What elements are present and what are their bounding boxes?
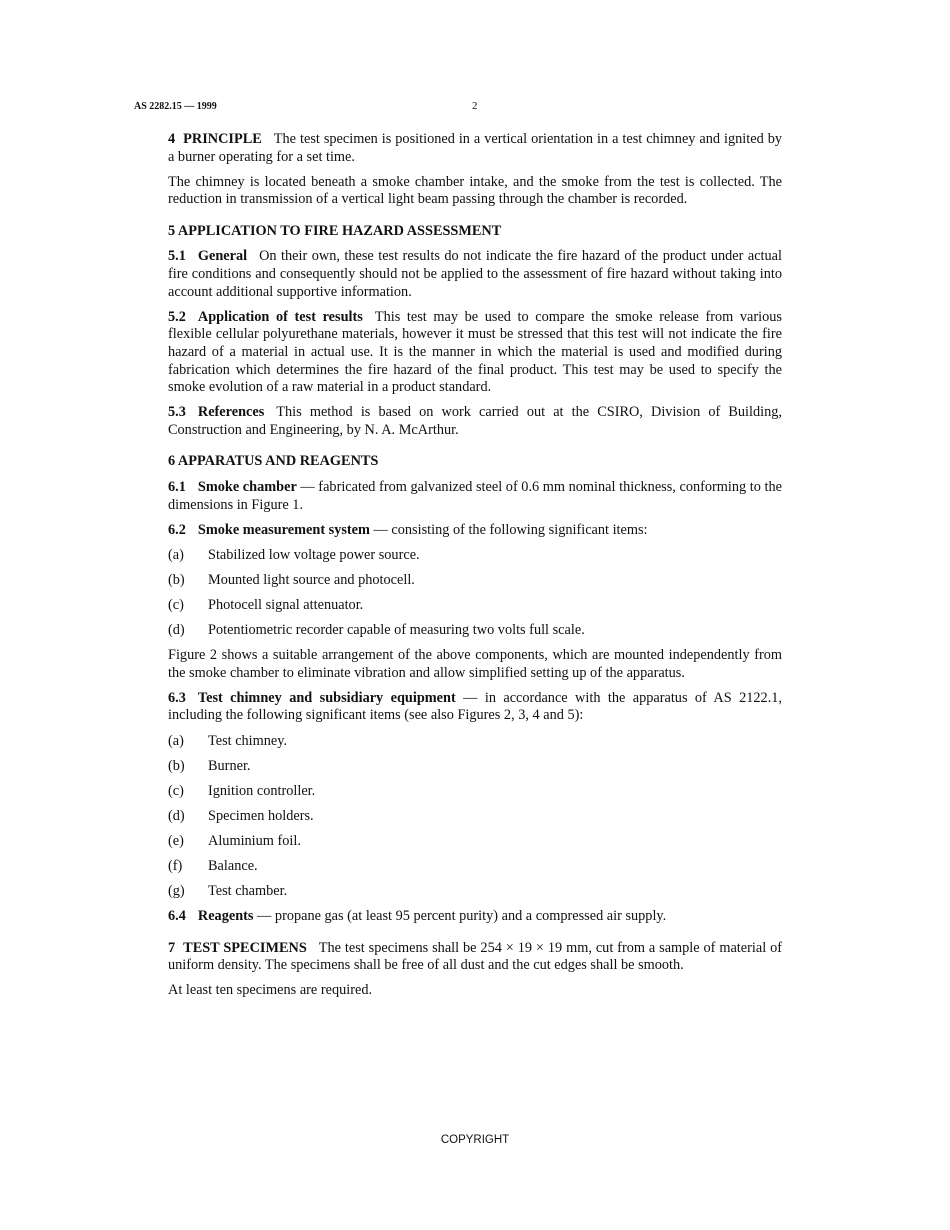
list-item-text: Test chimney. xyxy=(208,732,288,749)
section-5-heading: 5 APPLICATION TO FIRE HAZARD ASSESSMENT xyxy=(168,222,502,239)
clause-6-2-note: Figure 2 shows a suitable arrangement of the above components, which are mounted independently from the smoke chamber to eliminate vibration and allow simplified setting up of the apparatus. xyxy=(168,647,782,681)
list-item-label: (e) xyxy=(168,832,184,849)
clause-6-4-text: — propane gas (at least 95 percent purity) and a compressed air supply. xyxy=(257,908,667,925)
clause-6-4 xyxy=(168,908,782,926)
section-7-paragraph-2: At least ten specimens are required. xyxy=(168,982,373,999)
list-item-label: (d) xyxy=(168,807,185,824)
section-4-principle xyxy=(168,131,782,166)
clause-6-4-title: Reagents xyxy=(197,908,254,925)
clause-5-1 xyxy=(168,248,782,301)
clause-6-2-title: Smoke measurement system xyxy=(197,521,370,538)
list-item-label: (b) xyxy=(168,571,185,588)
clause-5-3 xyxy=(168,404,782,439)
list-item-text: Test chamber. xyxy=(208,883,288,900)
list-item-label: (f) xyxy=(168,858,183,874)
clause-6-1-number: 6.1 xyxy=(168,479,186,495)
list-item-text: Stabilized low voltage power source. xyxy=(208,546,420,563)
list-item xyxy=(168,783,782,801)
list-item-label: (d) xyxy=(168,622,185,639)
section-4-title: PRINCIPLE xyxy=(183,131,262,147)
clause-6-2-text: — consisting of the following significant items: xyxy=(373,521,648,538)
list-item xyxy=(168,572,782,590)
clause-5-1-number: 5.1 xyxy=(168,248,186,265)
clause-6-2 xyxy=(168,522,782,540)
list-item xyxy=(168,622,782,640)
list-item xyxy=(168,808,782,826)
copyright-footer: COPYRIGHT xyxy=(440,1134,510,1146)
list-item-label: (a) xyxy=(168,546,184,563)
list-item-text: Specimen holders. xyxy=(208,807,314,824)
clause-5-1-title: General xyxy=(197,248,248,265)
clause-6-3-title: Test chimney and subsidiary equipment xyxy=(197,689,456,706)
standard-number: AS 2282.15 — 1999 xyxy=(134,101,217,112)
list-item-label: (c) xyxy=(168,782,184,799)
list-item-text: Mounted light source and photocell. xyxy=(208,571,415,588)
list-item-text: Photocell signal attenuator. xyxy=(208,596,364,613)
list-item-text: Aluminium foil. xyxy=(208,832,301,849)
list-item xyxy=(168,833,782,851)
section-7-text: The test specimens shall be 254 × 19 × 19 mm, cut from a sample of material of uniform density. The specimens shall be free of all dust and the cut edges shall be smooth. xyxy=(168,939,782,974)
list-item xyxy=(168,758,782,776)
list-item xyxy=(168,597,782,615)
clause-6-1-text: — fabricated from galvanized steel of 0.6 mm nominal thickness, conforming to the dimensions in Figure 1. xyxy=(168,479,782,513)
list-item xyxy=(168,883,782,901)
section-7-number: 7 xyxy=(168,939,176,956)
clause-6-4-number: 6.4 xyxy=(168,908,186,925)
clause-5-1-text: On their own, these test results do not indicate the fire hazard of the product under actual fire conditions and consequently should not be applied to the assessment of fire hazard without taking into account additional supportive information. xyxy=(168,248,782,300)
clause-6-3 xyxy=(168,690,782,725)
clause-5-2-title: Application of test results xyxy=(197,308,363,325)
clause-6-1 xyxy=(168,479,782,514)
clause-6-3-number: 6.3 xyxy=(168,689,186,706)
clause-6-1-title: Smoke chamber xyxy=(197,479,297,495)
section-6-heading: 6 APPARATUS AND REAGENTS xyxy=(168,453,379,470)
clause-6-2-number: 6.2 xyxy=(168,521,186,538)
list-item-text: Burner. xyxy=(208,757,251,774)
section-7-test-specimens xyxy=(168,940,782,975)
list-item xyxy=(168,858,782,876)
clause-5-2-number: 5.2 xyxy=(168,308,186,325)
section-4-number: 4 xyxy=(168,131,176,147)
list-item-label: (b) xyxy=(168,757,185,774)
clause-5-2-text: This test may be used to compare the smoke release from various flexible cellular polyurethane materials, however it must be stressed that this test will not indicate the fire hazard of a material in actual use. It is the manner in which the material is used and modified during fabrication which determines the fire hazard of the final product. This test may be used to specify the smoke evolution of a raw material in a product standard. xyxy=(168,308,782,396)
clause-5-3-number: 5.3 xyxy=(168,404,186,421)
section-7-title: TEST SPECIMENS xyxy=(183,939,307,956)
list-item-text: Ignition controller. xyxy=(208,782,316,799)
list-item xyxy=(168,547,782,565)
document-body xyxy=(168,131,782,1008)
list-item xyxy=(168,733,782,751)
clause-5-3-title: References xyxy=(197,404,265,421)
clause-6-3-text: — in accordance with the apparatus of AS 2122.1, including the following significant items (see also Figures 2, 3, 4 and 5): xyxy=(168,689,782,724)
list-item-text: Balance. xyxy=(208,858,258,874)
list-item-label: (g) xyxy=(168,883,185,900)
section-4-paragraph-2: The chimney is located beneath a smoke chamber intake, and the smoke from the test is collected. The reduction in transmission of a vertical light beam passing through the chamber is recorded. xyxy=(168,173,782,208)
list-item-text: Potentiometric recorder capable of measuring two volts full scale. xyxy=(208,622,585,639)
clause-5-3-text: This method is based on work carried out at the CSIRO, Division of Building, Construction and Engineering, by N. A. McArthur. xyxy=(168,404,782,438)
section-4-text: The test specimen is positioned in a vertical orientation in a test chimney and ignited by a burner operating for a set time. xyxy=(168,131,782,165)
page-number: 2 xyxy=(472,100,478,112)
list-item-label: (a) xyxy=(168,732,184,749)
list-item-label: (c) xyxy=(168,596,184,613)
clause-5-2 xyxy=(168,309,782,397)
